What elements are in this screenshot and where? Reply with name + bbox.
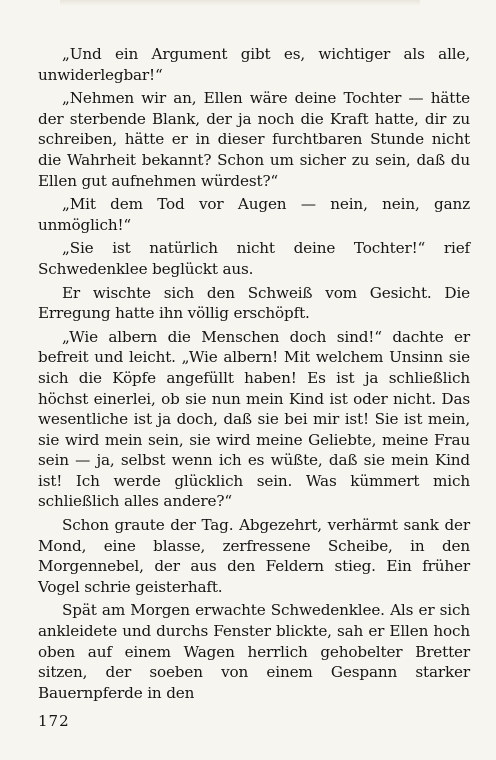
page-body-text <box>38 44 470 703</box>
paragraph-7: Schon graute der Tag. Abgezehrt, verhärmt sank der Mond, eine blasse, zerfressene Scheibe, in den Morgennebel, der aus den Feldern stieg. Ein früher Vogel schrie geisterhaft. <box>38 516 470 596</box>
paragraph-3: „Mit dem Tod vor Augen — nein, nein, ganz unmöglich!“ <box>38 195 470 234</box>
page-number: 172 <box>38 712 70 730</box>
previous-page-edge <box>60 0 420 6</box>
paragraph-4: „Sie ist natürlich nicht deine Tochter!“ rief Schwedenklee beglückt aus. <box>38 239 470 278</box>
paragraph-6: „Wie albern die Menschen doch sind!“ dachte er befreit und leicht. „Wie albern! Mit welchem Unsinn sie sich die Köpfe angefüllt haben! Es ist ja schließlich höchst einerlei, ob sie nun mein Kind ist oder nicht. Das wesentliche ist ja doch, daß sie bei mir ist! Sie ist mein, sie wird mein sein, sie wird meine Geliebte, meine Frau sein — ja, selbst wenn ich es wüßte, daß sie mein Kind ist! Ich werde glücklich sein. Was kümmert mich schließlich alles andere?“ <box>38 327 470 511</box>
paragraph-8: Spät am Morgen erwachte Schwedenklee. Als er sich ankleidete und durchs Fenster blickte, sah er Ellen hoch oben auf einem Wagen herrlich gehobelter Bretter sitzen, der soeben von einem Gespann starker Bauernpferde in den <box>38 601 470 702</box>
paragraph-2: „Nehmen wir an, Ellen wäre deine Tochter — hätte der sterbende Blank, der ja noch die Kraft hatte, dir zu schreiben, hätte er in dieser furchtbaren Stunde nicht die Wahrheit bekannt? Schon um sicher zu sein, daß du Ellen gut aufnehmen würdest?“ <box>38 89 470 190</box>
paragraph-1: „Und ein Argument gibt es, wichtiger als alle, unwiderlegbar!“ <box>38 45 470 84</box>
paragraph-5: Er wischte sich den Schweiß vom Gesicht. Die Erregung hatte ihn völlig erschöpft. <box>38 283 470 323</box>
